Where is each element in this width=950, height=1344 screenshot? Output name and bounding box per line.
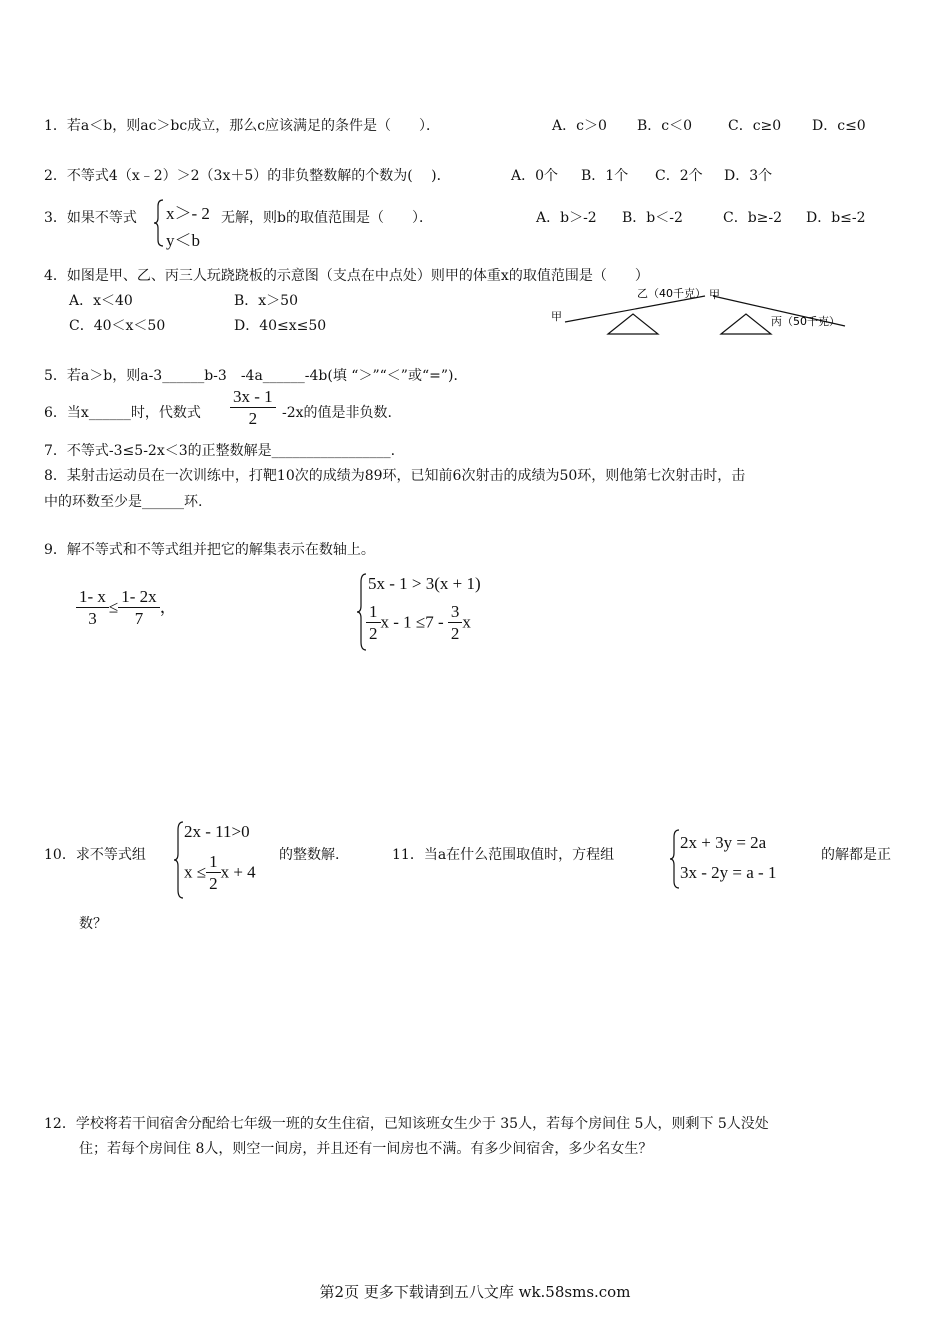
question-9	[44, 540, 375, 560]
inequality-1: $\frac{1- x}{3}$ ≤ $\frac{1- 2x}{7}$ ，	[76, 587, 177, 630]
question-text: 当x______时，代数式	[66, 405, 201, 421]
question-text: 不等式-3≤5-2x＜3的正整数解是_________________.	[66, 443, 396, 459]
question-number: 3．	[44, 210, 67, 226]
option-a: A．x＜40	[69, 293, 133, 309]
page-footer: 第2页 更多下载请到五八文库 wk.58sms.com	[319, 1283, 631, 1301]
question-text-suffix: 的整数解.	[279, 847, 340, 863]
option-c: C．b≥-2	[723, 210, 783, 226]
question-6	[44, 403, 201, 423]
question-number: 10．	[44, 847, 76, 863]
fraction	[230, 387, 276, 430]
system-row-1: 2x + 3y = 2a	[680, 833, 767, 852]
question-2	[44, 166, 451, 186]
option-c: C．2个	[655, 168, 703, 184]
system-row-2: 3x - 2y = a - 1	[680, 863, 777, 882]
question-text: 若a＞b，则a-3______b-3 -4a______-4b(填 “＞”“＜”或“=”)．	[66, 368, 468, 384]
question-1	[44, 116, 440, 136]
question-text: 若a＜b，则ac＞bc成立，那么c应该满足的条件是（ ）．	[66, 118, 441, 134]
question-number: 1．	[44, 118, 67, 134]
option-d: D．40≤x≤50	[234, 318, 327, 334]
question-11	[392, 845, 614, 865]
question-text-line-1: 学校将若干间宿舍分配给七年级一班的女生住宿，已知该班女生少于 35人，若每个房间住 5人，则剩下 5人没处	[75, 1116, 769, 1132]
question-12	[44, 1114, 769, 1134]
question-number: 6．	[44, 405, 67, 421]
system-row-1: 5x - 1 > 3(x + 1)	[368, 574, 481, 593]
question-number: 12．	[44, 1116, 76, 1132]
question-text-line-1: 某射击运动员在一次训练中，打靶10次的成绩为89环，已知前6次射击的成绩为50环，则他第七次射击时，击	[66, 468, 746, 484]
option-b: B．c＜0	[637, 118, 693, 134]
option-c: C．c≥0	[728, 118, 782, 134]
question-number: 2．	[44, 168, 67, 184]
question-12-line-2: 住；若每个房间住 8人，则空一间房，并且还有一间房也不满。有多少间宿舍，多少名女生？	[79, 1141, 653, 1157]
option-d: D．b≤-2	[806, 210, 866, 226]
question-5	[44, 366, 467, 386]
question-number: 8．	[44, 468, 67, 484]
question-number: 11．	[392, 847, 424, 863]
question-text-suffix: 的解都是正	[821, 847, 891, 863]
fraction-numerator: 1- 2x	[118, 587, 159, 608]
option-d: D．3个	[724, 168, 773, 184]
fraction-denominator: 2	[248, 409, 258, 428]
option-c: C．40＜x＜50	[69, 318, 166, 334]
question-7	[44, 441, 395, 461]
system-row-2: y＜b	[166, 231, 200, 250]
question-text: 如果不等式	[66, 210, 137, 226]
inequality-operator: ≤	[108, 597, 119, 617]
seesaw-figure	[545, 282, 855, 342]
question-10	[44, 845, 146, 865]
option-b: B．1个	[581, 168, 629, 184]
option-a: A．c＞0	[552, 118, 607, 134]
question-text-suffix: 无解，则b的取值范围是（ ）．	[221, 210, 433, 226]
question-text: 不等式4（x﹣2）＞2（3x＋5）的非负整数解的个数为( )．	[66, 168, 451, 184]
question-text: 解不等式和不等式组并把它的解集表示在数轴上。	[66, 542, 375, 558]
system-row-2: $\frac{1}{2}$ x - 1 ≤7 - $\frac{3}{2}$ x	[366, 602, 471, 645]
question-8-line-2: 中的环数至少是______环.	[44, 494, 203, 510]
fraction-numerator: 3x - 1	[230, 387, 276, 408]
system-row-1: 2x - 11>0	[184, 822, 250, 841]
system-row-2: x ≤ $\frac{1}{2}$ x + 4	[184, 852, 256, 893]
question-number: 4．	[44, 268, 67, 284]
question-11-line-2: 数？	[79, 916, 107, 932]
question-number: 5．	[44, 368, 67, 384]
option-b: B．b＜-2	[622, 210, 683, 226]
system-row-1: x＞- 2	[166, 204, 210, 223]
question-number: 7．	[44, 443, 67, 459]
question-text: 当a在什么范围取值时，方程组	[423, 847, 615, 863]
question-text: 如图是甲、乙、丙三人玩跷跷板的示意图（支点在中点处）则甲的体重x的取值范围是（ ）	[66, 268, 649, 284]
question-text: 求不等式组	[75, 847, 146, 863]
option-a: A．b＞-2	[536, 210, 597, 226]
question-text-suffix: -2x的值是非负数.	[282, 405, 392, 421]
fraction-denominator: 7	[134, 609, 144, 628]
fraction-numerator: 1- x	[76, 587, 109, 608]
left-brace	[153, 198, 165, 248]
question-3	[44, 208, 137, 228]
option-d: D．c≤0	[812, 118, 866, 134]
fraction-denominator: 3	[88, 609, 97, 628]
label-jia-left: 甲	[551, 310, 562, 323]
label-yi: 乙（40千克）	[637, 287, 706, 300]
label-jia-top: 甲	[709, 288, 720, 301]
question-number: 9．	[44, 542, 67, 558]
option-b: B．x＞50	[234, 293, 298, 309]
label-bing: 丙（50千克）	[771, 315, 840, 328]
question-8	[44, 466, 745, 486]
option-a: A．0个	[511, 168, 559, 184]
